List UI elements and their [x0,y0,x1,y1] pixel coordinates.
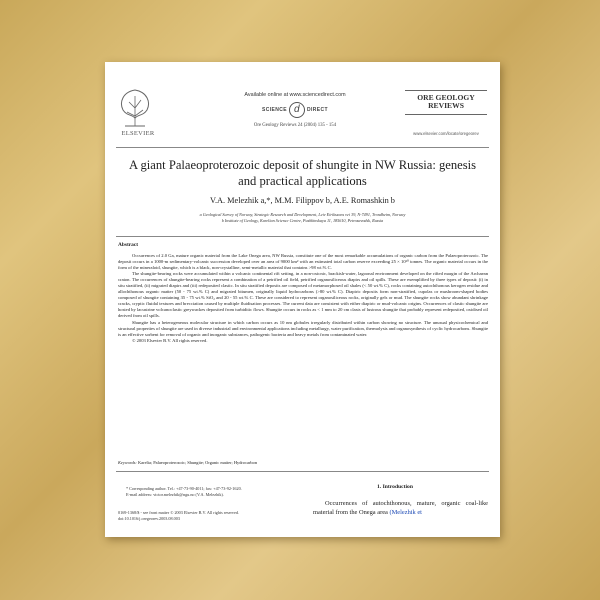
corresponding-author: * Corresponding author. Tel.: +47-73-90-4011; fax: +47-73-92-1620. [126,486,242,491]
abstract-divider-top [116,236,489,237]
elsevier-tree-icon [115,86,155,130]
affiliations [125,212,480,224]
header-divider [116,147,489,148]
article-page [105,62,500,537]
available-online: Available online at www.sciencedirect.com [244,92,346,98]
keywords-text: Karelia; Palaeoproterozoic; Shungite; Organic matter; Hydrocarbon [137,460,258,465]
abstract-heading: Abstract [118,242,139,248]
abstract-paragraph-1: Occurrences of 2.0 Ga, mature organic material from the Lake Onega area, NW Russia, constitute one of the most remarkable accumulations of organic carbon from the Palaeoproterozoic. The deposit occurs in a 1000-m sedimentary-volcanic succession developed over an area of 9000 km² with an estimated total carbon reserve exceeding 25 × 10¹⁰ tonnes. The organic material occurs in the form of the mineraloid, shungite, which is a black, non-crystalline, semi-metallic material that contains >98 wt.% C. [118,253,488,271]
journal-title: ORE GEOLOGY REVIEWS [405,90,487,115]
introduction-text [313,500,488,517]
article-authors: V.A. Melezhik a,*, M.M. Filippov b, A.E. Romashkin b [210,196,395,205]
issn-line: 0169-1368/$ - see front matter © 2003 Elsevier B.V. All rights reserved. [118,510,240,515]
author-email: E-mail address: victor.melezhik@ngu.no (V.A. Melezhik). [126,492,224,497]
abstract-divider-bottom [116,471,489,472]
affiliation-b: b Institute of Geology, Karelian Science Centre, Pushkinskaya 11, 185610, Petrozavodsk, Russia [221,218,384,223]
abstract-paragraph-3: Shungite has a heterogeneous molecular structure in which carbon occurs as 10 nm globules irregularly distributed within carbon showing no structure. The unusual physicochemical and structural properties of shungite are used in diverse industrial and environmental applications including metallurgy, water purification, thermolysis and organosynthesis of cyclic hydrocarbons. Shungite is an effective sorbent for removal of organic and inorganic substances, pathogenic bacteria and heavy metals from contaminated water. [118,319,488,337]
abstract-body [118,253,488,344]
keywords-line [118,460,488,465]
introduction-heading: 1. Introduction [377,484,413,490]
intro-body: Occurrences of autochthonous, mature, organic coal-like material from the Onega area [313,500,488,516]
elsevier-logo [115,86,157,142]
journal-reference: Ore Geology Reviews 24 (2004) 135 - 154 [253,123,337,128]
journal-header [105,62,500,147]
journal-center-info [215,92,375,128]
doi-line: doi:10.1016/j.oregeorev.2003.08.003 [118,516,180,521]
citation-link[interactable]: (Melezhik et [389,508,422,516]
affiliation-a: a Geological Survey of Norway, Strategic Research and Development, Leiv Eirikssons vei 39, N-7491, Trondheim, Norway [199,212,406,217]
copyright-line: © 2003 Elsevier B.V. All rights reserved. [132,337,208,343]
journal-title-box [405,90,487,136]
sd-left: SCIENCE [261,107,287,113]
keywords-label: Keywords: [118,460,137,465]
publisher-name: ELSEVIER [121,130,155,137]
journal-url[interactable]: www.elsevier.com/locate/oregeorev [413,130,479,136]
sd-right: DIRECT [307,107,329,113]
article-title: A giant Palaeoproterozoic deposit of shungite in NW Russia: genesis and practical applications [128,158,477,188]
footnotes [118,486,288,522]
sciencedirect-logo [215,102,375,118]
sd-circle-icon: d [289,102,305,118]
abstract-paragraph-2: The shungite-bearing rocks were accumulated within a volcanic continental rift setting, in a non-oxicnic, brackish-water, lagoonal environment developed on the rifted margin of the Archaean craton. The occurrences of shungite-bearing rocks represent a combination of a petrified oil field, petrified organosiliceous diapirs and oil spills. These are exemplified by three types of deposit: (i) in situ stratified, (ii) migrated diapirs and (iii) redeposited clastic. In situ stratified deposits are composed of metamorphosed oil shales (< 50 wt.% C), rocks containing autochthonous kerogen residue and allochthonous organic matter (50 - 75 wt.% C) and migrated bitumen, originally liquid hydrocarbons (>80 wt.% C). Diapiric deposits form non-stratified, cupolas or mushroom-shaped bodies composed of shungite containing 35 - 75 wt.% SiO₂ and 20 - 55 wt.% C. These are considered to represent organosiliceous rocks, originally gels or mud. The shungite rocks show abundant shrinkage cracks, cryptic fluidal textures and brecciation caused by multiple fluidisation processes. The current data are consistent with either diapiric or mud-volcanic origins. Occurrences of clastic shungite are hosted by lacustrine volcanoclastic greywackes deposited from turbiditic flows. Shungite occurs in rocks as < 1 mm to 20 cm clasts of lustrous shungite that probably represent redeposited, oxidised oil derived from oil spills. [118,271,488,319]
